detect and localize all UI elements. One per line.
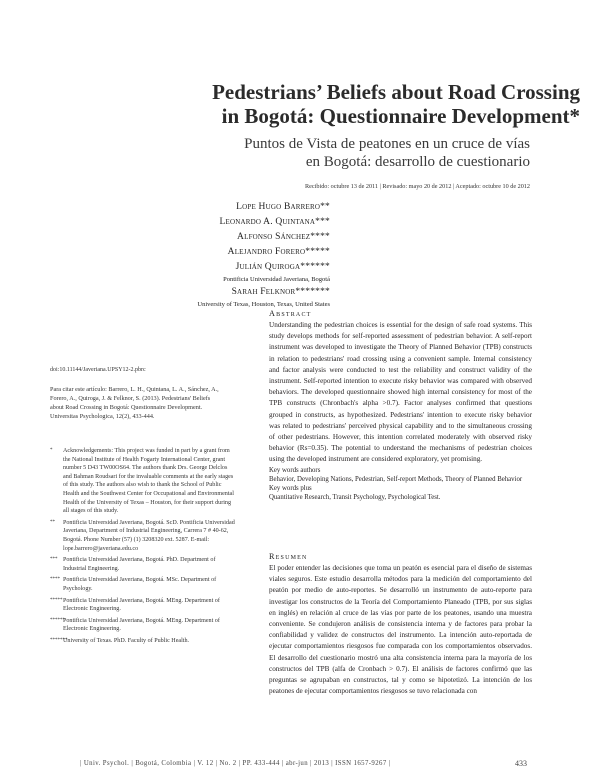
title-line-2: in Bogotá: Questionnaire Development* bbox=[221, 104, 580, 128]
footnote-mark: * bbox=[50, 448, 53, 453]
author-name bbox=[100, 200, 330, 215]
footnote-mark: ******* bbox=[50, 637, 68, 643]
title-line-1: Pedestrians’ Beliefs about Road Crossing bbox=[212, 80, 580, 104]
footnote-text: Pontificia Universidad Javeriana, Bogotá. MSc. Department of Psychology. bbox=[63, 577, 217, 592]
author-name-text: Leonardo A. Quintana bbox=[219, 217, 316, 227]
author-name-text: Alfonso Sánchez bbox=[237, 232, 311, 242]
author-name-text: Sarah Felknor bbox=[231, 287, 296, 297]
subtitle-line-1: Puntos de Vista de peatones en un cruce de vías bbox=[244, 136, 530, 152]
author-mark: ** bbox=[320, 202, 330, 212]
abstract-section bbox=[269, 308, 532, 502]
footnote bbox=[50, 447, 235, 516]
footnote-text: University of Texas. PhD. Faculty of Public Health. bbox=[63, 637, 190, 644]
citation-block bbox=[50, 385, 220, 421]
author-mark: ****** bbox=[300, 262, 330, 272]
article-subtitle bbox=[200, 135, 530, 171]
keywords-plus: Quantitative Research, Transit Psychology, Psychological Test. bbox=[269, 493, 441, 501]
resumen-section bbox=[269, 551, 532, 697]
keywords-plus-label: Key words plus bbox=[269, 484, 312, 492]
footnote-text: Acknowledgements: This project was funded in part by a grant from the National Institute of Health Fogarty International Center, grant number 5 D43 TW00OS64. The authors thank Drs. George Delclos and Bahman Roudsari for the invaluable comments at the early stages of this study. The authors also wish to thank the School of Public Health and the Southwest Center for Occupational and Environmental Health of the University of Texas – Houston, for their support during all stages of this study. bbox=[63, 448, 234, 515]
footnote-text: Pontificia Universidad Javeriana, Bogotá. MEng. Department of Electronic Engineering. bbox=[63, 617, 220, 633]
author-block bbox=[100, 200, 330, 310]
footnote bbox=[50, 617, 235, 634]
author-mark: ***** bbox=[305, 247, 330, 257]
footnote-mark: ** bbox=[50, 519, 55, 525]
footnote bbox=[50, 576, 235, 593]
footnote-text: Pontificia Universidad Javeriana, Bogotá. ScD. Pontificia Universidad Javeriana, Department of Industrial Engineering, Carrera 7 # 40-62, Bogotá. Phone Number (57) (1) 3208320 ext. 5287. E-mail: lope.barrero@javeriana.edu.co bbox=[63, 519, 235, 552]
footnotes bbox=[50, 447, 235, 648]
author-name bbox=[100, 245, 330, 260]
author-mark: ******* bbox=[295, 287, 330, 297]
footnote-mark: ***** bbox=[50, 597, 63, 603]
page-number: 433 bbox=[515, 759, 527, 768]
author-name-text: Lope Hugo Barrero bbox=[236, 202, 321, 212]
footnote bbox=[50, 556, 235, 573]
affiliation-javeriana: Pontificia Universidad Javeriana, Bogotá bbox=[223, 276, 330, 283]
footnote-mark: **** bbox=[50, 577, 60, 583]
subtitle-line-2: en Bogotá: desarrollo de cuestionario bbox=[305, 154, 530, 170]
abstract-text: Understanding the pedestrian choices is essential for the design of safe road systems. This study develops methods for self-reported assessment of pedestrian behavior. A self-report instrument was developed to investigate the Theory of Planned Behavior (TPB) constructs in relation to pedestrians' road crossing using a convenient sample. Internal consistency and factor analysis were conducted to test the reliability and construct validity of the instrument. Self-reported intention to execute risky behavior was compared with observed behaviors. The developed questionnaire showed high internal consistency for most of the TPB constructs (Chronbach's alpha >0.7). Factor analyses confirmed that questions grouped in constructs, as hypothesized. Pedestrians' intention to execute risky behavior was related to pedestrians' perceived physical capability and to the simultaneous crossing of other pedestrians. However, this intention correlated moderately with observed risky behavior (Rs=0.35). The potential to understand the mechanisms of pedestrian choices using the developed instrument are considered exploratory, yet promising. bbox=[269, 321, 532, 464]
footnote-text: Pontificia Universidad Javeriana, Bogotá. PhD. Department of Industrial Engineering. bbox=[63, 557, 216, 572]
doi[interactable]: doi:10.11144/Javeriana.UPSY12-2.pbrc bbox=[50, 367, 146, 373]
footnote bbox=[50, 519, 235, 553]
author-name bbox=[100, 285, 330, 300]
author-mark: **** bbox=[310, 232, 330, 242]
keywords-authors: Behavior, Developing Nations, Pedestrian, Self-report Methods, Theory of Planned Behavior bbox=[269, 475, 523, 483]
keywords-authors-label: Key words authors bbox=[269, 466, 321, 474]
footnote-mark: *** bbox=[50, 557, 58, 563]
resumen-heading: Resumen bbox=[269, 552, 308, 561]
journal-footer: | Univ. Psychol. | Bogotá, Colombia | V. 12 | No. 2 | PP. 433-444 | abr-jun | 2013 | ISSN 1657-9267 | bbox=[80, 760, 391, 767]
received-dates: Recibido: octubre 13 de 2011 | Revisado: mayo 20 de 2012 | Aceptado: octubre 10 de 2012 bbox=[305, 183, 530, 190]
affiliation-texas: University of Texas, Houston, Texas, United States bbox=[197, 301, 330, 308]
footnote bbox=[50, 637, 235, 646]
author-name bbox=[100, 260, 330, 275]
author-name-text: Julián Quiroga bbox=[235, 262, 301, 272]
footnote-text: Pontificia Universidad Javeriana, Bogotá. MEng. Department of Electronic Engineering. bbox=[63, 597, 220, 613]
footnote-mark: ****** bbox=[50, 617, 65, 623]
author-name-text: Alejandro Forero bbox=[227, 247, 306, 257]
author-name bbox=[100, 230, 330, 245]
footnote bbox=[50, 597, 235, 614]
abstract-heading: Abstract bbox=[269, 309, 312, 318]
citation-text: Para citar este artículo: Barrero, L. H., Quintana, L. A., Sánchez, A., Forero, A., Quiroga, J. & Felknor, S. (2013). Pedestrians' Beliefs about Road Crossing in Bogotá: Questionnaire Development. Universitas Psychologica, 12(2), 433-444. bbox=[50, 386, 219, 420]
author-mark: *** bbox=[315, 217, 330, 227]
resumen-text: El poder entender las decisiones que toma un peatón es esencial para el diseño de sistemas viales seguros. Este estudio desarrolla métodos para la medición del comportamiento del peatón por medio de auto-reportes. Se desarrolló un instrumento de auto-reporte para investigar los constructos de la Teoría del Comportamiento Planeado (TPB, por sus siglas en inglés) en relación al cruce de las vías por parte de los peatones, usando una muestra conveniente. Se condujeron análisis de consistencia interna y de factores para probar la confiabilidad y validez de constructos del instrumento. La intención auto-reportada de ejecutar comportamientos riesgosos fue comparada con los comportamientos observados. El desarrollo del cuestionario mostró una alta consistencia interna para la mayoría de los constructos del TPB (alfa de Cronbach > 0.7). El análisis de factores confirmó que las preguntas se agrupaban en constructos, tal y como se hipotetizó. La intención de los peatones de ejecutar comportamientos riesgosos se tuvo relacionada con bbox=[269, 564, 532, 696]
author-name bbox=[100, 215, 330, 230]
article-title bbox=[150, 80, 580, 128]
